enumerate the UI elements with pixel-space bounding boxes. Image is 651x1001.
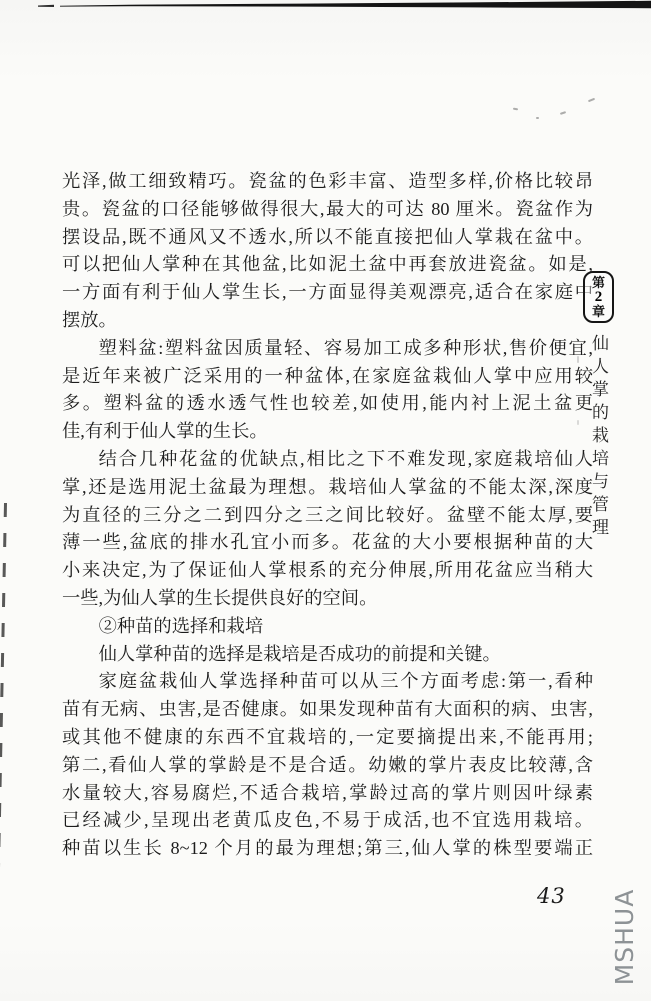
chapter-badge-char: 章 (591, 303, 605, 319)
body-text-line: ②种苗的选择和栽培 (98, 615, 264, 636)
scan-speck (513, 108, 518, 111)
body-text-line: 薄一些,盆底的排水孔宜小而多。花盆的大小要根据种苗的大 (62, 532, 593, 553)
body-text-line: 或其他不健康的东西不宜栽培的,一定要摘提出来,不能再用; (62, 726, 593, 747)
chapter-title: 仙人掌的栽培与管理 (589, 334, 608, 541)
watermark: MSHUA (610, 888, 639, 986)
body-text-line: 摆设品,既不通风又不透水,所以不能直接把仙人掌栽在盆中。 (62, 226, 593, 247)
body-text-line: 种苗以生长 8~12 个月的最为理想;第三,仙人掌的株型要端正 (62, 838, 593, 859)
body-text-line: 仙人掌种苗的选择是栽培是否成功的前提和关键。 (98, 643, 501, 664)
body-text-line: 多。塑料盆的透水透气性也较差,如使用,能内衬上泥土盆更 (62, 393, 593, 414)
body-text-line: 可以把仙人掌种在其他盆,比如泥土盆中再套放进瓷盆。如是, (62, 254, 593, 275)
body-text-line: 水量较大,容易腐烂,不适合栽培,掌龄过高的掌片则因叶绿素 (62, 782, 593, 803)
body-text (62, 168, 593, 863)
body-text-line: 摆放。 (62, 309, 117, 330)
scan-speck (588, 98, 595, 102)
body-text-line: 是近年来被广泛采用的一种盆体,在家庭盆栽仙人掌中应用较 (62, 365, 593, 386)
chapter-badge (583, 271, 614, 323)
scan-artifact-top-line (0, 0, 651, 12)
body-text-line: 结合几种花盆的优缺点,相比之下不难发现,家庭栽培仙人 (98, 448, 593, 469)
body-text-line: 一方面有利于仙人掌生长,一方面显得美观漂亮,适合在家庭中 (62, 282, 593, 303)
page-number: 43 (537, 884, 566, 908)
scan-speck (560, 111, 566, 115)
body-text-line: 为直径的三分之二到四分之三之间比较好。盆壁不能太厚,要 (62, 504, 593, 525)
chapter-badge-number: 2 (594, 288, 603, 305)
body-text-line: 掌,还是选用泥土盆最为理想。栽培仙人掌盆的不能太深,深度 (62, 476, 593, 497)
body-text-line: 塑料盆:塑料盆因质量轻、容易加工成多种形状,售价便宜, (98, 337, 593, 358)
body-text-line: 家庭盆栽仙人掌选择种苗可以从三个方面考虑:第一,看种 (98, 671, 593, 692)
body-text-line: 光泽,做工细致精巧。瓷盆的色彩丰富、造型多样,价格比较昂 (62, 171, 593, 191)
scan-artifact-left-dashes (0, 503, 7, 1001)
scan-speck (536, 117, 539, 119)
body-text-line: 佳,有利于仙人掌的生长。 (62, 421, 268, 442)
body-text-line: 一些,为仙人掌的生长提供良好的空间。 (62, 587, 378, 608)
body-text-line: 小来决定,为了保证仙人掌根系的充分伸展,所用花盆应当稍大 (62, 560, 593, 581)
body-text-line: 第二,看仙人掌的掌龄是不是合适。幼嫩的掌片表皮比较薄,含 (62, 754, 593, 775)
body-text-line: 已经减少,呈现出老黄瓜皮色,不易于成活,也不宜选用栽培。 (62, 810, 593, 831)
chapter-badge-char: 第 (591, 274, 605, 290)
body-text-line: 苗有无病、虫害,是否健康。如果发现种苗有大面积的病、虫害, (62, 699, 593, 720)
body-text-line: 贵。瓷盆的口径能够做得很大,最大的可达 80 厘米。瓷盆作为 (62, 198, 593, 219)
